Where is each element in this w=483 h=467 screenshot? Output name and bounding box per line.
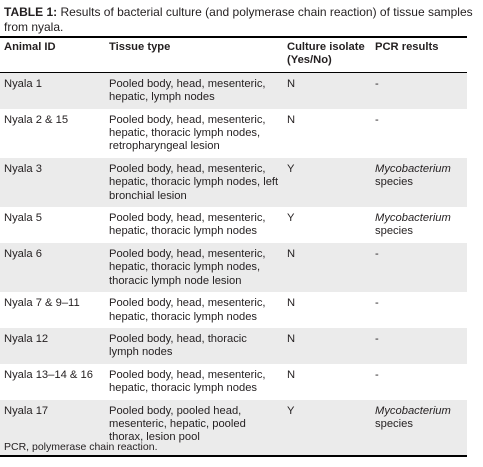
pcr-text: species <box>375 176 413 189</box>
table-row <box>0 158 467 207</box>
cell-animal-id: Nyala 13–14 & 16 <box>4 368 93 381</box>
pcr-organism: Mycobacterium <box>375 212 451 225</box>
cell-pcr <box>371 72 467 108</box>
cell-pcr <box>371 364 467 400</box>
cell-tissue-type: Pooled body, head, mesenteric, hepatic, thoracic lymph nodes <box>109 297 266 323</box>
cell-culture: N <box>287 113 296 126</box>
table-caption <box>4 5 474 35</box>
cell-pcr <box>371 158 467 207</box>
table-footnote: PCR, polymerase chain reaction. <box>4 441 158 453</box>
table-row <box>0 243 467 292</box>
cell-culture: N <box>283 243 371 292</box>
cell-tissue-type: Pooled body, head, mesenteric, hepatic, thoracic lymph nodes, thoracic lymph node lesion <box>105 243 283 292</box>
table-row <box>0 292 467 328</box>
cell-culture: Y <box>287 212 295 225</box>
cell-culture: N <box>283 328 371 364</box>
cell-culture: N <box>287 297 296 310</box>
header-culture-isolate: Culture isolate (Yes/No) <box>283 37 371 72</box>
cell-tissue-type: Pooled body, head, mesenteric, hepatic, thoracic lymph nodes, retropharyngeal lesion <box>109 113 266 153</box>
table-row <box>0 328 467 364</box>
pcr-text: species <box>375 225 413 238</box>
pcr-text: species <box>375 417 413 430</box>
cell-culture: N <box>283 72 371 108</box>
cell-tissue-type: Pooled body, head, mesenteric, hepatic, thoracic lymph nodes, left bronchial lesion <box>105 158 283 207</box>
header-row <box>0 37 467 72</box>
table-row <box>0 72 467 108</box>
cell-animal-id: Nyala 2 & 15 <box>4 113 69 126</box>
cell-animal-id: Nyala 17 <box>0 400 105 456</box>
pcr-text: - <box>375 113 379 126</box>
cell-animal-id: Nyala 12 <box>0 328 105 364</box>
cell-animal-id: Nyala 3 <box>0 158 105 207</box>
pcr-text: - <box>375 247 379 260</box>
cell-pcr <box>371 400 467 456</box>
cell-tissue-type: Pooled body, head, thoracic lymph nodes <box>105 328 283 364</box>
cell-tissue-type: Pooled body, pooled head, mesenteric, hepatic, pooled thorax, lesion pool <box>105 400 283 456</box>
pcr-organism: Mycobacterium <box>375 404 451 417</box>
header-animal-id: Animal ID <box>0 37 105 72</box>
caption-label: TABLE 1: <box>4 5 58 19</box>
cell-pcr <box>371 292 467 328</box>
results-table <box>0 36 467 457</box>
table-row <box>0 207 467 243</box>
cell-tissue-type: Pooled body, head, mesenteric, hepatic, thoracic lymph nodes <box>109 368 266 395</box>
cell-tissue-type: Pooled body, head, mesenteric, hepatic, lymph nodes <box>105 72 283 108</box>
cell-animal-id: Nyala 1 <box>0 72 105 108</box>
cell-pcr <box>371 109 467 158</box>
pcr-organism: Mycobacterium <box>375 162 451 175</box>
pcr-text: - <box>375 332 379 345</box>
table-row <box>0 109 467 158</box>
cell-pcr <box>371 328 467 364</box>
cell-pcr <box>371 243 467 292</box>
caption-text: Results of bacterial culture (and polymerase chain reaction) of tissue samples from nyala. <box>4 5 473 34</box>
table-row <box>0 364 467 400</box>
pcr-text: - <box>375 77 379 90</box>
cell-tissue-type: Pooled body, head, mesenteric, hepatic, thoracic lymph nodes <box>109 212 266 238</box>
cell-culture: Y <box>283 400 371 456</box>
pcr-text: - <box>375 368 379 381</box>
cell-animal-id: Nyala 6 <box>0 243 105 292</box>
cell-pcr <box>371 207 467 243</box>
header-tissue-type: Tissue type <box>105 37 283 72</box>
pcr-text: - <box>375 297 379 310</box>
cell-animal-id: Nyala 7 & 9–11 <box>4 297 80 310</box>
cell-culture: Y <box>283 158 371 207</box>
cell-culture: N <box>287 368 296 381</box>
cell-animal-id: Nyala 5 <box>4 212 42 225</box>
header-pcr-results: PCR results <box>371 37 467 72</box>
